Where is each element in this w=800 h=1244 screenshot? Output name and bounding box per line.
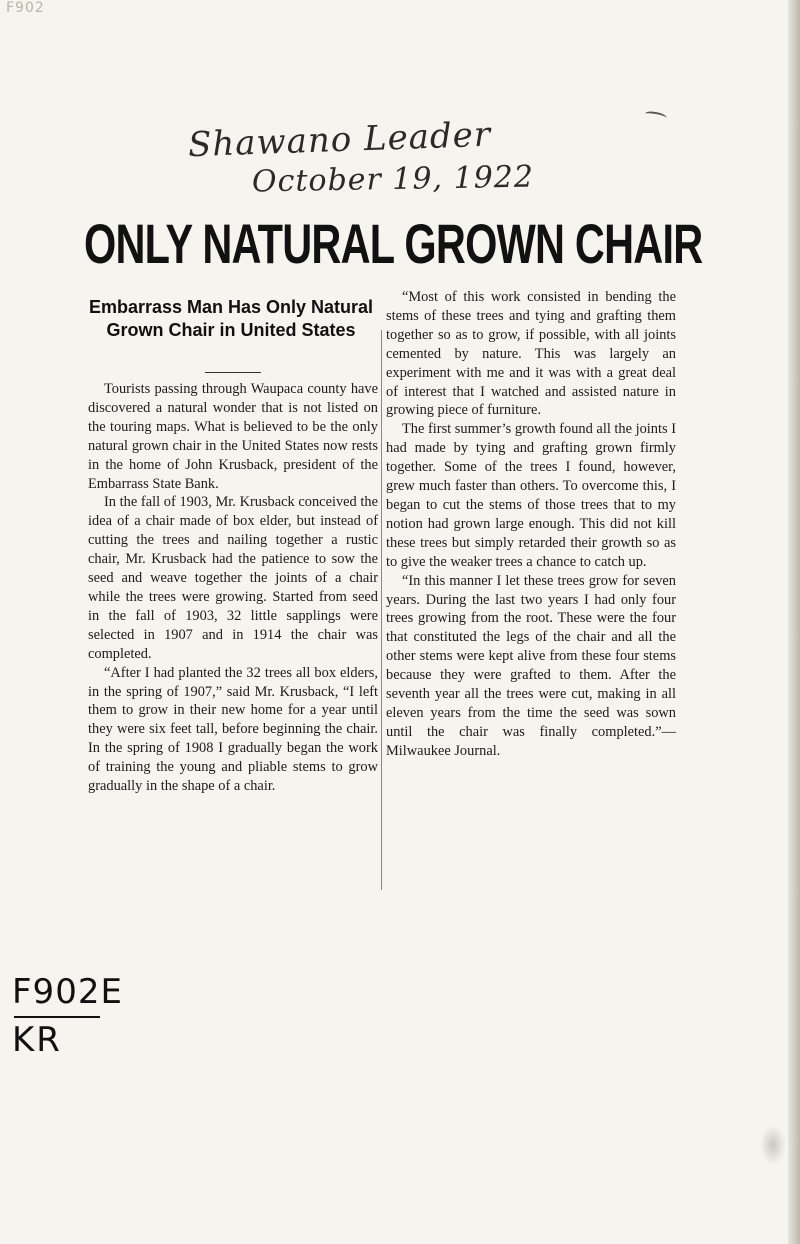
- catalog-label: [12, 972, 123, 1060]
- paragraph: Tourists passing through Waupaca county have discovered a natural wonder that is not listed on the touring maps. What is believed to be the only natural grown chair in the United States now rests in the home of John Krusback, president of the Embarrass State Bank.: [88, 381, 378, 492]
- catalog-initials: KR: [12, 1020, 62, 1060]
- article-column-left: [88, 380, 378, 796]
- paragraph: “In this manner I let these trees grow for seven years. During the last two years I had only four trees growing from the root. These were the four that constituted the legs of the chair and all the other stems were kept alive from these four stems because they were grafted to them. After the seventh year all the trees were cut, making in all eleven years from the time the seed was sown until the chair was finally completed.”—Milwaukee Journal.: [386, 572, 676, 759]
- headline: ONLY NATURAL GROWN CHAIR: [84, 212, 703, 275]
- handwritten-date: October 19, 1922: [251, 159, 535, 200]
- paragraph: The first summer’s growth found all the joints I had made by tying and grafting grown firmly together. Some of the trees I found, however, grew much faster than others. To overcome this, I began to cut the stems of those trees that to my notion had grown large enough. This did not kill these trees but simply retarded their growth so as to give the weaker trees a chance to catch up.: [386, 421, 676, 570]
- paragraph: In the fall of 1903, Mr. Krusback conceived the idea of a chair made of box elder, but instead of cutting the trees and nailing together a rustic chair, Mr. Krusback had the patience to sow the seed and weave together the joints of a chair while the trees were growing. Started from seed in the fall of 1903, 32 little sapplings were selected in 1907 and in 1914 the chair was completed.: [88, 494, 378, 662]
- article-column-right: [386, 288, 676, 761]
- paragraph: “After I had planted the 32 trees all box elders, in the spring of 1907,” said Mr. Krusback, “I left them to grow in their new home for a year until they were six feet tall, before beginning the chair. In the spring of 1908 I gradually began the work of training the young and pliable stems to grow gradually in the shape of a chair.: [88, 664, 378, 795]
- column-divider: [381, 330, 382, 890]
- scan-smudge: [760, 1125, 786, 1165]
- pencil-mark: [645, 111, 668, 122]
- page-edge-shadow: [788, 0, 800, 1244]
- corner-mark: F902: [6, 0, 45, 16]
- catalog-rule: [14, 1016, 100, 1018]
- handwritten-source: Shawano Leader: [187, 114, 492, 166]
- subhead-rule: [205, 372, 261, 373]
- catalog-code: F902E: [12, 972, 123, 1012]
- paragraph: “Most of this work consisted in bending the stems of these trees and tying and grafting them together so as to grow, if possible, with all joints cemented by nature. This was largely an experiment with me and it was with a great deal of interest that I watched and assisted nature in growing piece of furniture.: [386, 289, 676, 419]
- subhead: Embarrass Man Has Only Natural Grown Chair in United States: [88, 297, 374, 340]
